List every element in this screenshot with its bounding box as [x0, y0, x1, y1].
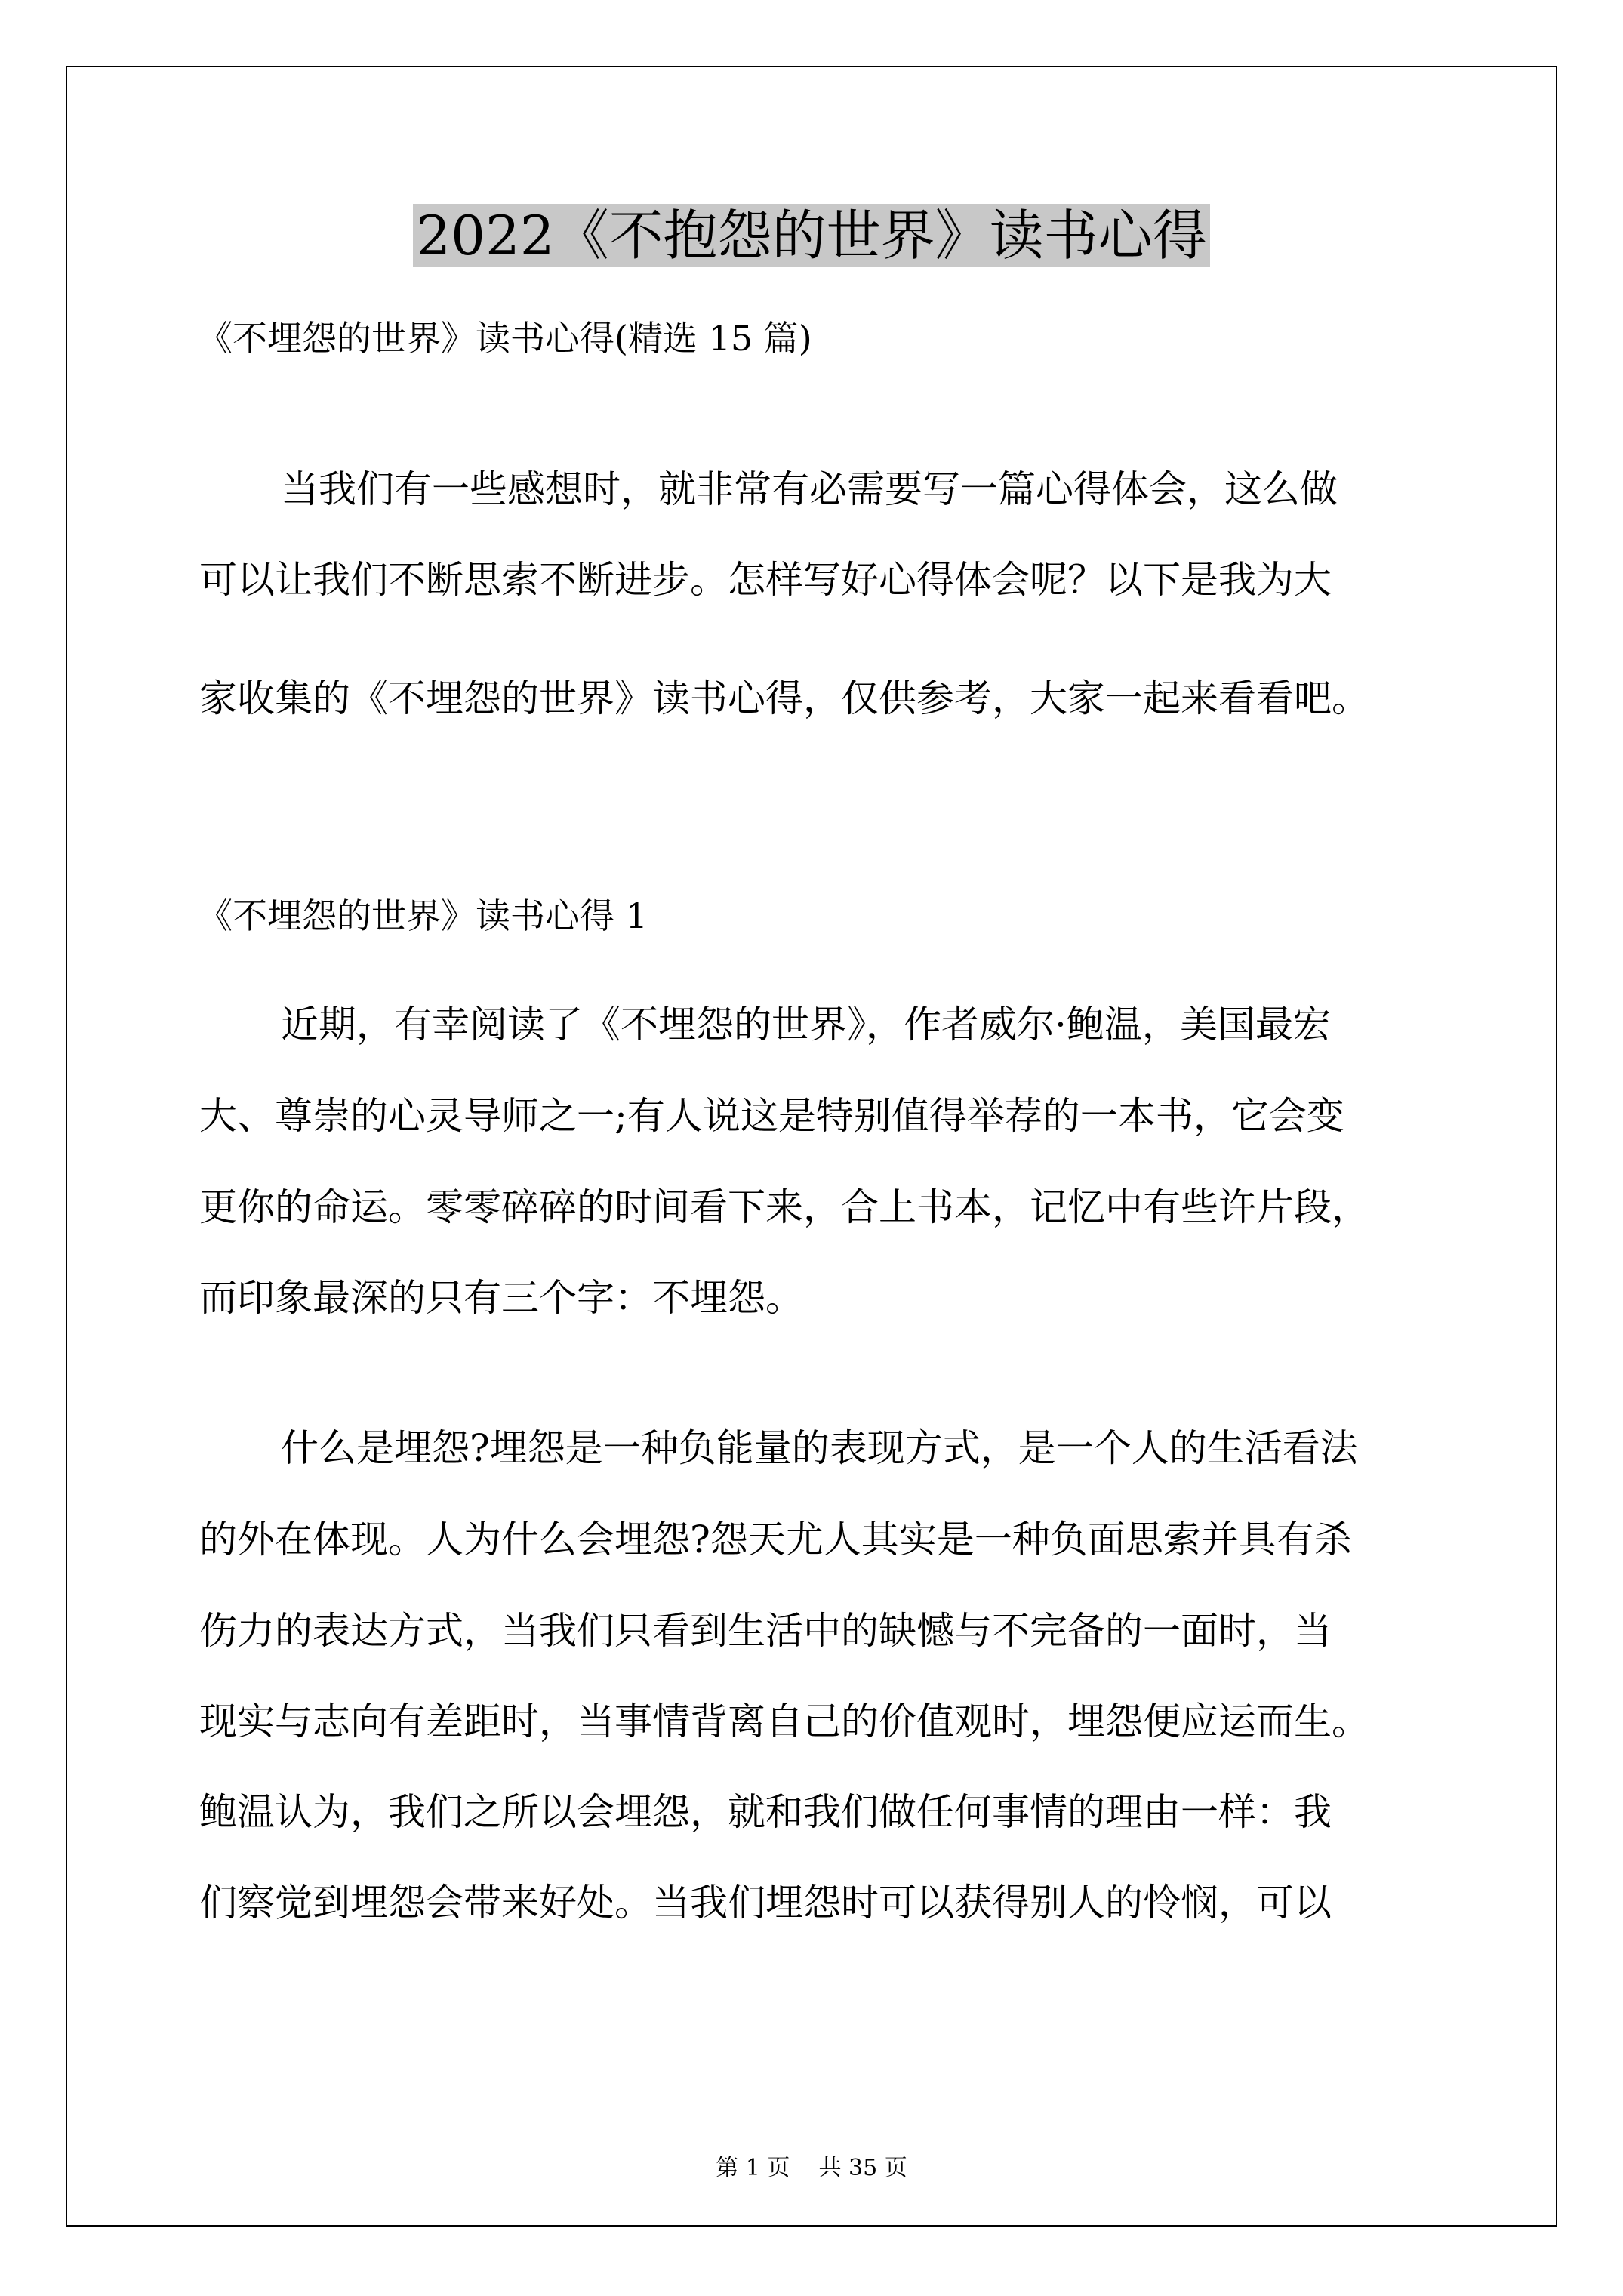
intro-line-3: 家收集的《不埋怨的世界》读书心得，仅供参考，大家一起来看看吧。	[199, 676, 1369, 720]
section-heading: 《不埋怨的世界》读书心得 1	[198, 895, 648, 936]
paragraph2-line-4: 现实与志向有差距时，当事情背离自己的价值观时，埋怨便应运而生。	[199, 1700, 1369, 1743]
paragraph2-line-5: 鲍温认为，我们之所以会埋怨，就和我们做任何事情的理由一样：我	[199, 1790, 1332, 1834]
paragraph1-line-4: 而印象最深的只有三个字：不埋怨。	[199, 1276, 803, 1320]
intro-line-2: 可以让我们不断思索不断进步。怎样写好心得体会呢？以下是我为大	[199, 558, 1332, 602]
document-title: 2022《不抱怨的世界》读书心得	[0, 198, 1623, 273]
paragraph1-line-1: 近期，有幸阅读了《不埋怨的世界》，作者威尔·鲍温，美国最宏	[281, 1003, 1331, 1046]
document-subtitle: 《不埋怨的世界》读书心得(精选 15 篇)	[198, 318, 812, 359]
paragraph1-line-2: 大、尊崇的心灵导师之一;有人说这是特别值得举荐的一本书，它会变	[199, 1094, 1344, 1138]
paragraph2-line-2: 的外在体现。人为什么会埋怨?怨天尤人其实是一种负面思索并具有杀	[199, 1518, 1352, 1561]
paragraph2-line-1: 什么是埋怨?埋怨是一种负能量的表现方式，是一个人的生活看法	[281, 1426, 1358, 1470]
paragraph1-line-3: 更你的命运。零零碎碎的时间看下来，合上书本，记忆中有些许片段，	[199, 1185, 1369, 1229]
page-footer: 第 1 页 共 35 页	[716, 2155, 907, 2181]
paragraph2-line-6: 们察觉到埋怨会带来好处。当我们埋怨时可以获得别人的怜悯，可以	[199, 1881, 1332, 1925]
intro-line-1: 当我们有一些感想时，就非常有必需要写一篇心得体会，这么做	[281, 467, 1338, 511]
paragraph2-line-3: 伤力的表达方式，当我们只看到生活中的缺憾与不完备的一面时，当	[199, 1609, 1332, 1653]
